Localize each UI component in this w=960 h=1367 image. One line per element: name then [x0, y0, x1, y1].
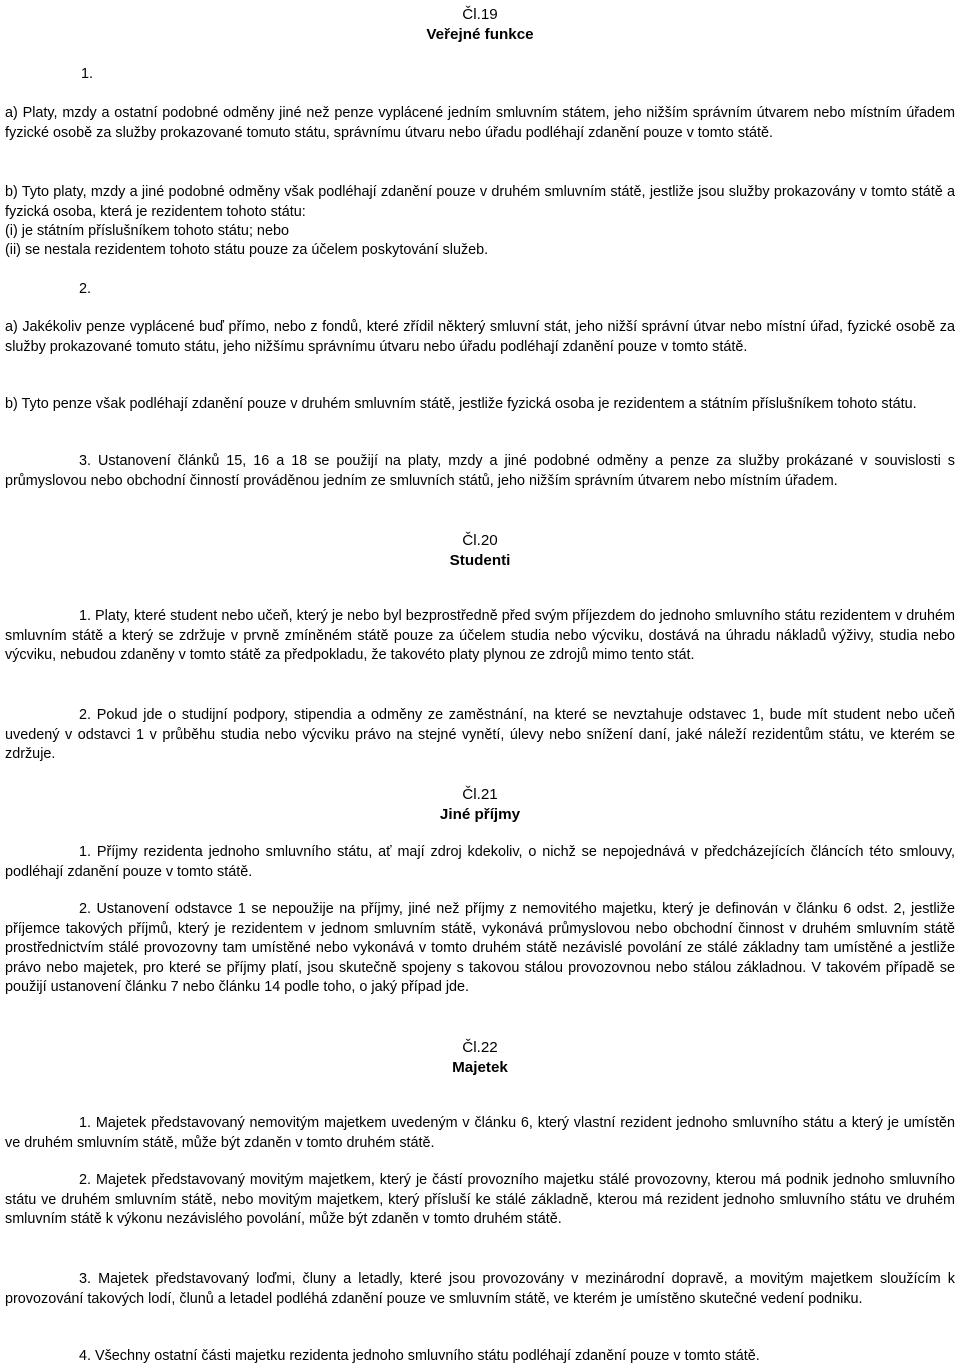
article-19-paragraph-1b-i: (i) je státním příslušníkem tohoto státu; nebo — [5, 223, 289, 239]
article-21-paragraph-1: 1. Příjmy rezidenta jednoho smluvního státu, ať mají zdroj kdekoliv, o nichž se nepojednává v předcházejících článcích této smlouvy, podléhají zdanění pouze v tomto státě. — [5, 844, 955, 880]
article-22-paragraph-3: 3. Majetek představovaný loďmi, čluny a letadly, které jsou provozovány v mezinárodní dopravě, a movitým majetkem sloužícím k provozování takových lodí, člunů a letadel podléhá zdanění pouze ve smluvním státě, ve kterém je umístěno skutečné vedení podniku. — [5, 1271, 955, 1307]
article-21-paragraph-2: 2. Ustanovení odstavce 1 se nepoužije na příjmy, jiné než příjmy z nemovitého majetku, který je definován v článku 6 odst. 2, jestliže příjemce takových příjmů, který je rezidentem v jednom smluvním státě, vykonává průmyslovou nebo obchodní činnost v druhém smluvním státě prostřednictvím stálé provozovny tam umístěné nebo vykonává v tomto druhém státě nezávislé povolání ze stálé základny tam umístěné a jestliže právo nebo majetek, pro které se příjmy platí, jsou skutečně spojeny s takovou stálou provozovnou nebo stálou základnou. V takovém případě se použijí ustanovení článku 7 nebo článku 14 podle toho, o jaký případ jde. — [5, 901, 955, 996]
article-22-title: Majetek — [452, 1059, 508, 1076]
article-22-number: Čl.22 — [462, 1039, 498, 1056]
article-19-paragraph-1b-ii: (ii) se nestala rezidentem tohoto státu pouze za účelem poskytování služeb. — [5, 242, 489, 258]
article-19-paragraph-1a: a) Platy, mzdy a ostatní podobné odměny jiné než penze vyplácené jedním smluvním státem, jeho nižším správním útvarem nebo místním úřadem fyzické osobě za služby prokazované tomuto státu, správnímu útvaru nebo úřadu podléhají zdanění pouze v tomto státě. — [5, 105, 955, 141]
article-19-paragraph-2b: b) Tyto penze však podléhají zdanění pouze v druhém smluvním státě, jestliže fyzická osoba je rezidentem a státním příslušníkem tohoto státu. — [5, 396, 917, 412]
article-19-paragraph-1-number: 1. — [81, 66, 94, 82]
article-19-paragraph-2a: a) Jakékoliv penze vyplácené buď přímo, nebo z fondů, které zřídil některý smluvní stát, jeho nižší správní útvar nebo místní úřad, fyzické osobě za služby prokazované tomuto státu, jeho nižšímu správnímu útvaru nebo úřadu podléhají zdanění pouze v tomto státě. — [5, 319, 955, 355]
article-22-paragraph-4: 4. Všechny ostatní části majetku rezidenta jednoho smluvního státu podléhají zdanění pouze v tomto státě. — [79, 1348, 760, 1364]
article-22-paragraph-1: 1. Majetek představovaný nemovitým majetkem uvedeným v článku 6, který vlastní rezident jednoho smluvního státu a který je umístěn ve druhém smluvním státě, může být zdaněn v tomto druhém státě. — [5, 1115, 955, 1151]
article-19-title: Veřejné funkce — [426, 26, 534, 43]
article-22-paragraph-2: 2. Majetek představovaný movitým majetkem, který je částí provozního majetku stálé provozovny, kterou má podnik jednoho smluvního státu ve druhém smluvním státě, nebo movitým majetkem, který přísluší ke stálé základně, kterou má rezident jednoho smluvního státu ve druhém smluvním státě k výkonu nezávislého povolání, může být zdaněn v tomto druhém státě. — [5, 1172, 955, 1228]
article-19-number: Čl.19 — [462, 6, 498, 23]
article-20-number: Čl.20 — [462, 532, 498, 549]
article-19-paragraph-3: 3. Ustanovení článků 15, 16 a 18 se použijí na platy, mzdy a jiné podobné odměny a penze za služby prokázané v souvislosti s průmyslovou nebo obchodní činností prováděnou jedním ze smluvních států, jeho nižším správním útvarem nebo místním úřadem. — [5, 453, 955, 489]
article-20-title: Studenti — [449, 552, 511, 569]
article-19-paragraph-1b: b) Tyto platy, mzdy a jiné podobné odměny však podléhají zdanění pouze v druhém smluvním státě, jestliže jsou služby prokazovány v tomto státě a fyzická osoba, která je rezidentem tohoto státu: — [5, 184, 955, 220]
article-21-title: Jiné příjmy — [439, 806, 521, 823]
article-21-number: Čl.21 — [462, 786, 498, 803]
article-20-paragraph-1: 1. Platy, které student nebo učeň, který je nebo byl bezprostředně před svým příjezdem do jednoho smluvního státu rezidentem v druhém smluvním státě a který se zdržuje v prvně zmíněném státě pouze za účelem studia nebo výcviku, dostává na úhradu nákladů výživy, studia nebo výcviku, nebudou zdaněny v tomto státě za předpokladu, že takovéto platy plynou ze zdrojů mimo tento stát. — [5, 608, 955, 664]
article-19-paragraph-2-number: 2. — [79, 281, 92, 297]
article-20-paragraph-2: 2. Pokud jde o studijní podpory, stipendia a odměny ze zaměstnání, na které se nevztahuje odstavec 1, bude mít student nebo učeň uvedený v odstavci 1 v průběhu studia nebo výcviku právo na stejné vynětí, úlevy nebo snížení daní, jaké náleží rezidentům státu, ve kterém se zdržuje. — [5, 707, 955, 763]
